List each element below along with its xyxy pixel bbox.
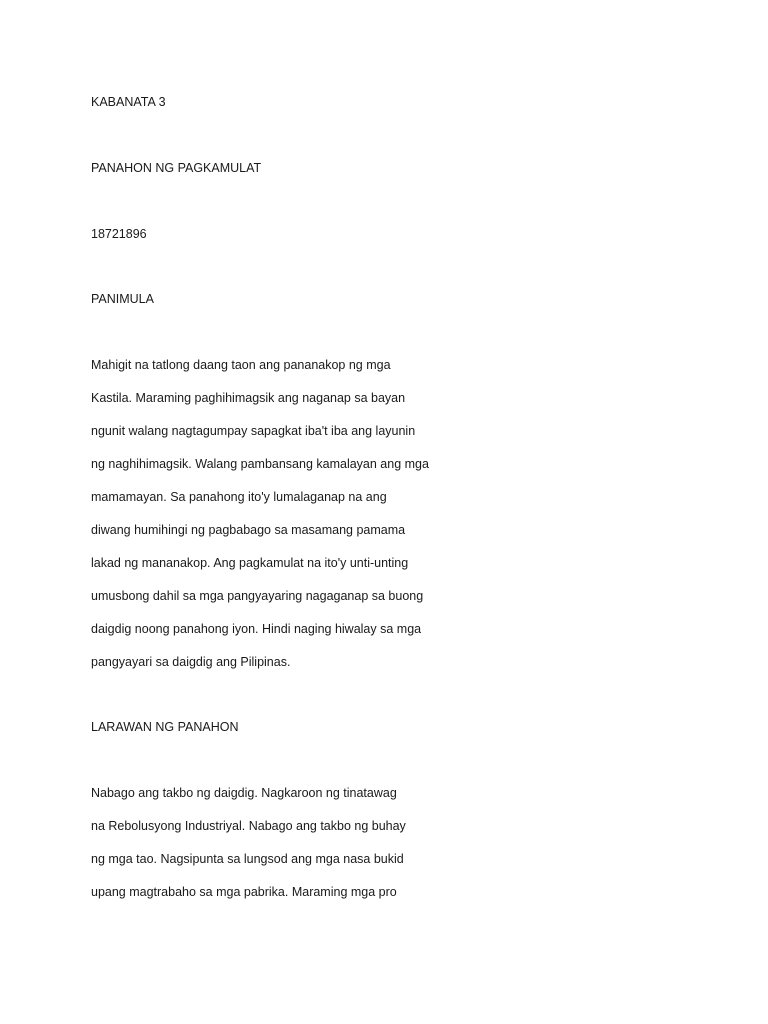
section-heading-larawan: LARAWAN NG PANAHON <box>91 720 239 734</box>
paragraph-line: upang magtrabaho sa mga pabrika. Maraming mga pro <box>91 885 397 899</box>
paragraph-line: Nabago ang takbo ng daigdig. Nagkaroon ng tinatawag <box>91 786 397 800</box>
years-label: 18721896 <box>91 227 147 241</box>
paragraph-line: pangyayari sa daigdig ang Pilipinas. <box>91 655 291 669</box>
paragraph-line: na Rebolusyong Industriyal. Nabago ang takbo ng buhay <box>91 819 406 833</box>
paragraph-line: diwang humihingi ng pagbabago sa masamang pamama <box>91 523 406 537</box>
paragraph-line: umusbong dahil sa mga pangyayaring nagaganap sa buong <box>91 589 424 603</box>
document-title: PANAHON NG PAGKAMULAT <box>91 161 262 175</box>
paragraph-line: Kastila. Maraming paghihimagsik ang naganap sa bayan <box>91 391 406 405</box>
paragraph-line: ngunit walang nagtagumpay sapagkat iba't iba ang layunin <box>91 424 416 438</box>
chapter-label: KABANATA 3 <box>91 95 166 109</box>
paragraph-line: lakad ng mananakop. Ang pagkamulat na ito'y unti-unting <box>91 556 409 570</box>
paragraph-line: Mahigit na tatlong daang taon ang pananakop ng mga <box>91 358 391 372</box>
paragraph-line: daigdig noong panahong iyon. Hindi naging hiwalay sa mga <box>91 622 422 636</box>
paragraph-line: ng mga tao. Nagsipunta sa lungsod ang mga nasa bukid <box>91 852 404 866</box>
paragraph-line: ng naghihimagsik. Walang pambansang kamalayan ang mga <box>91 457 429 471</box>
paragraph-line: mamamayan. Sa panahong ito'y lumalaganap na ang <box>91 490 387 504</box>
section-heading-panimula: PANIMULA <box>91 292 154 306</box>
